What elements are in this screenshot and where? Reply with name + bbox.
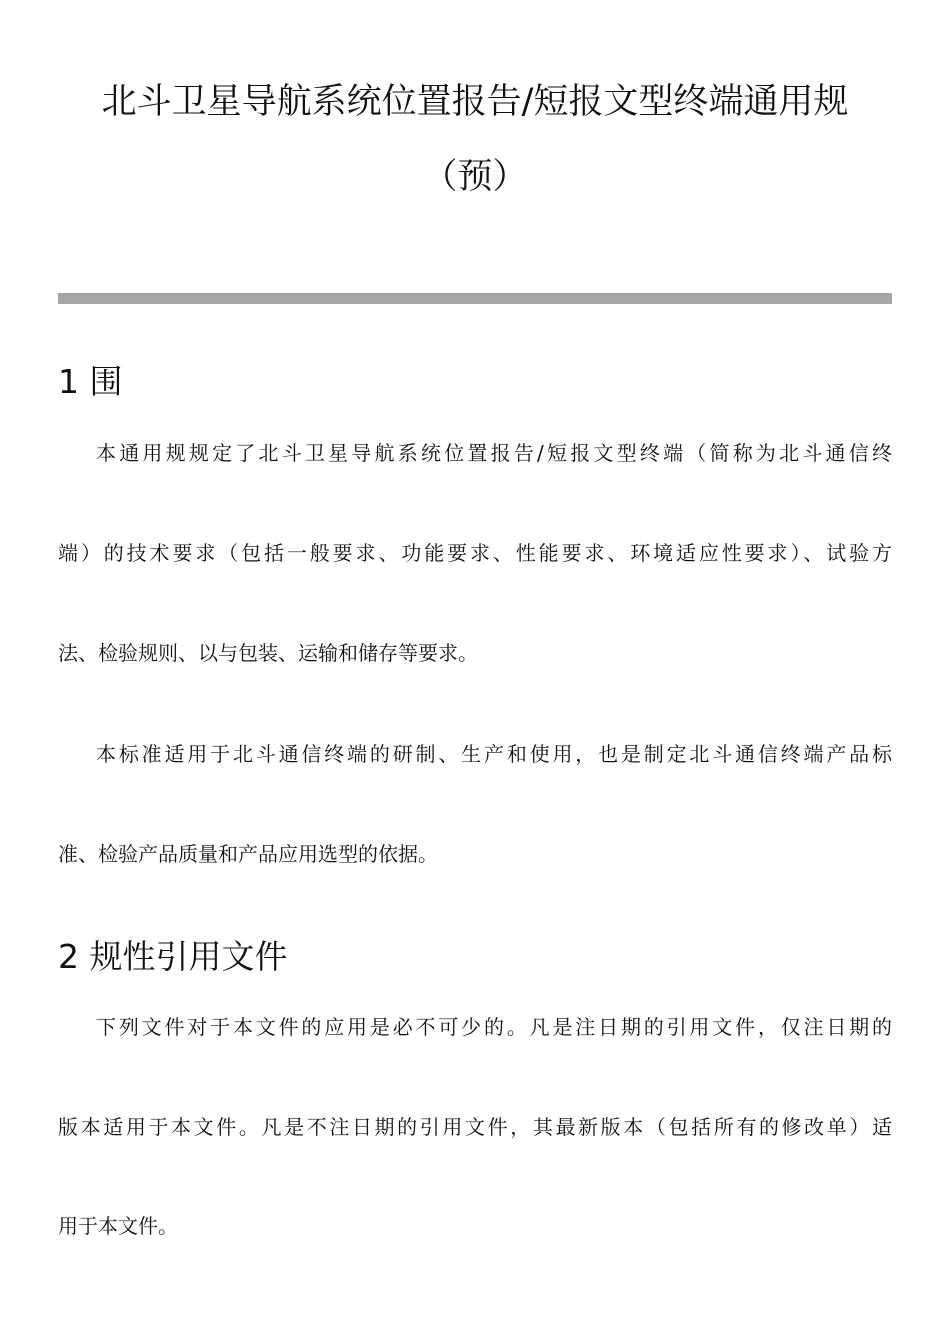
section-heading-normative-references: 2 规性引用文件	[58, 937, 288, 976]
document-title-line-2: （预）	[422, 157, 528, 197]
section-heading-scope: 1 围	[58, 362, 123, 401]
document-title-line-1: 北斗卫星导航系统位置报告/短报文型终端通用规	[101, 82, 849, 122]
paragraph-line: 法、检验规则、以与包装、运输和储存等要求。	[58, 641, 478, 665]
paragraph-line: 本通用规规定了北斗卫星导航系统位置报告/短报文型终端（简称为北斗通信终	[96, 441, 892, 465]
title-divider	[58, 293, 892, 304]
paragraph-line: 端）的技术要求（包括一般要求、功能要求、性能要求、环境适应性要求）、试验方	[58, 541, 892, 565]
paragraph-line: 版本适用于本文件。凡是不注日期的引用文件，其最新版本（包括所有的修改单）适	[58, 1115, 892, 1139]
paragraph-line: 下列文件对于本文件的应用是必不可少的。凡是注日期的引用文件，仅注日期的	[96, 1015, 892, 1039]
paragraph-line: 准、检验产品质量和产品应用选型的依据。	[58, 842, 438, 866]
paragraph-line: 用于本文件。	[58, 1214, 178, 1238]
paragraph-line: 本标准适用于北斗通信终端的研制、生产和使用，也是制定北斗通信终端产品标	[96, 742, 892, 766]
